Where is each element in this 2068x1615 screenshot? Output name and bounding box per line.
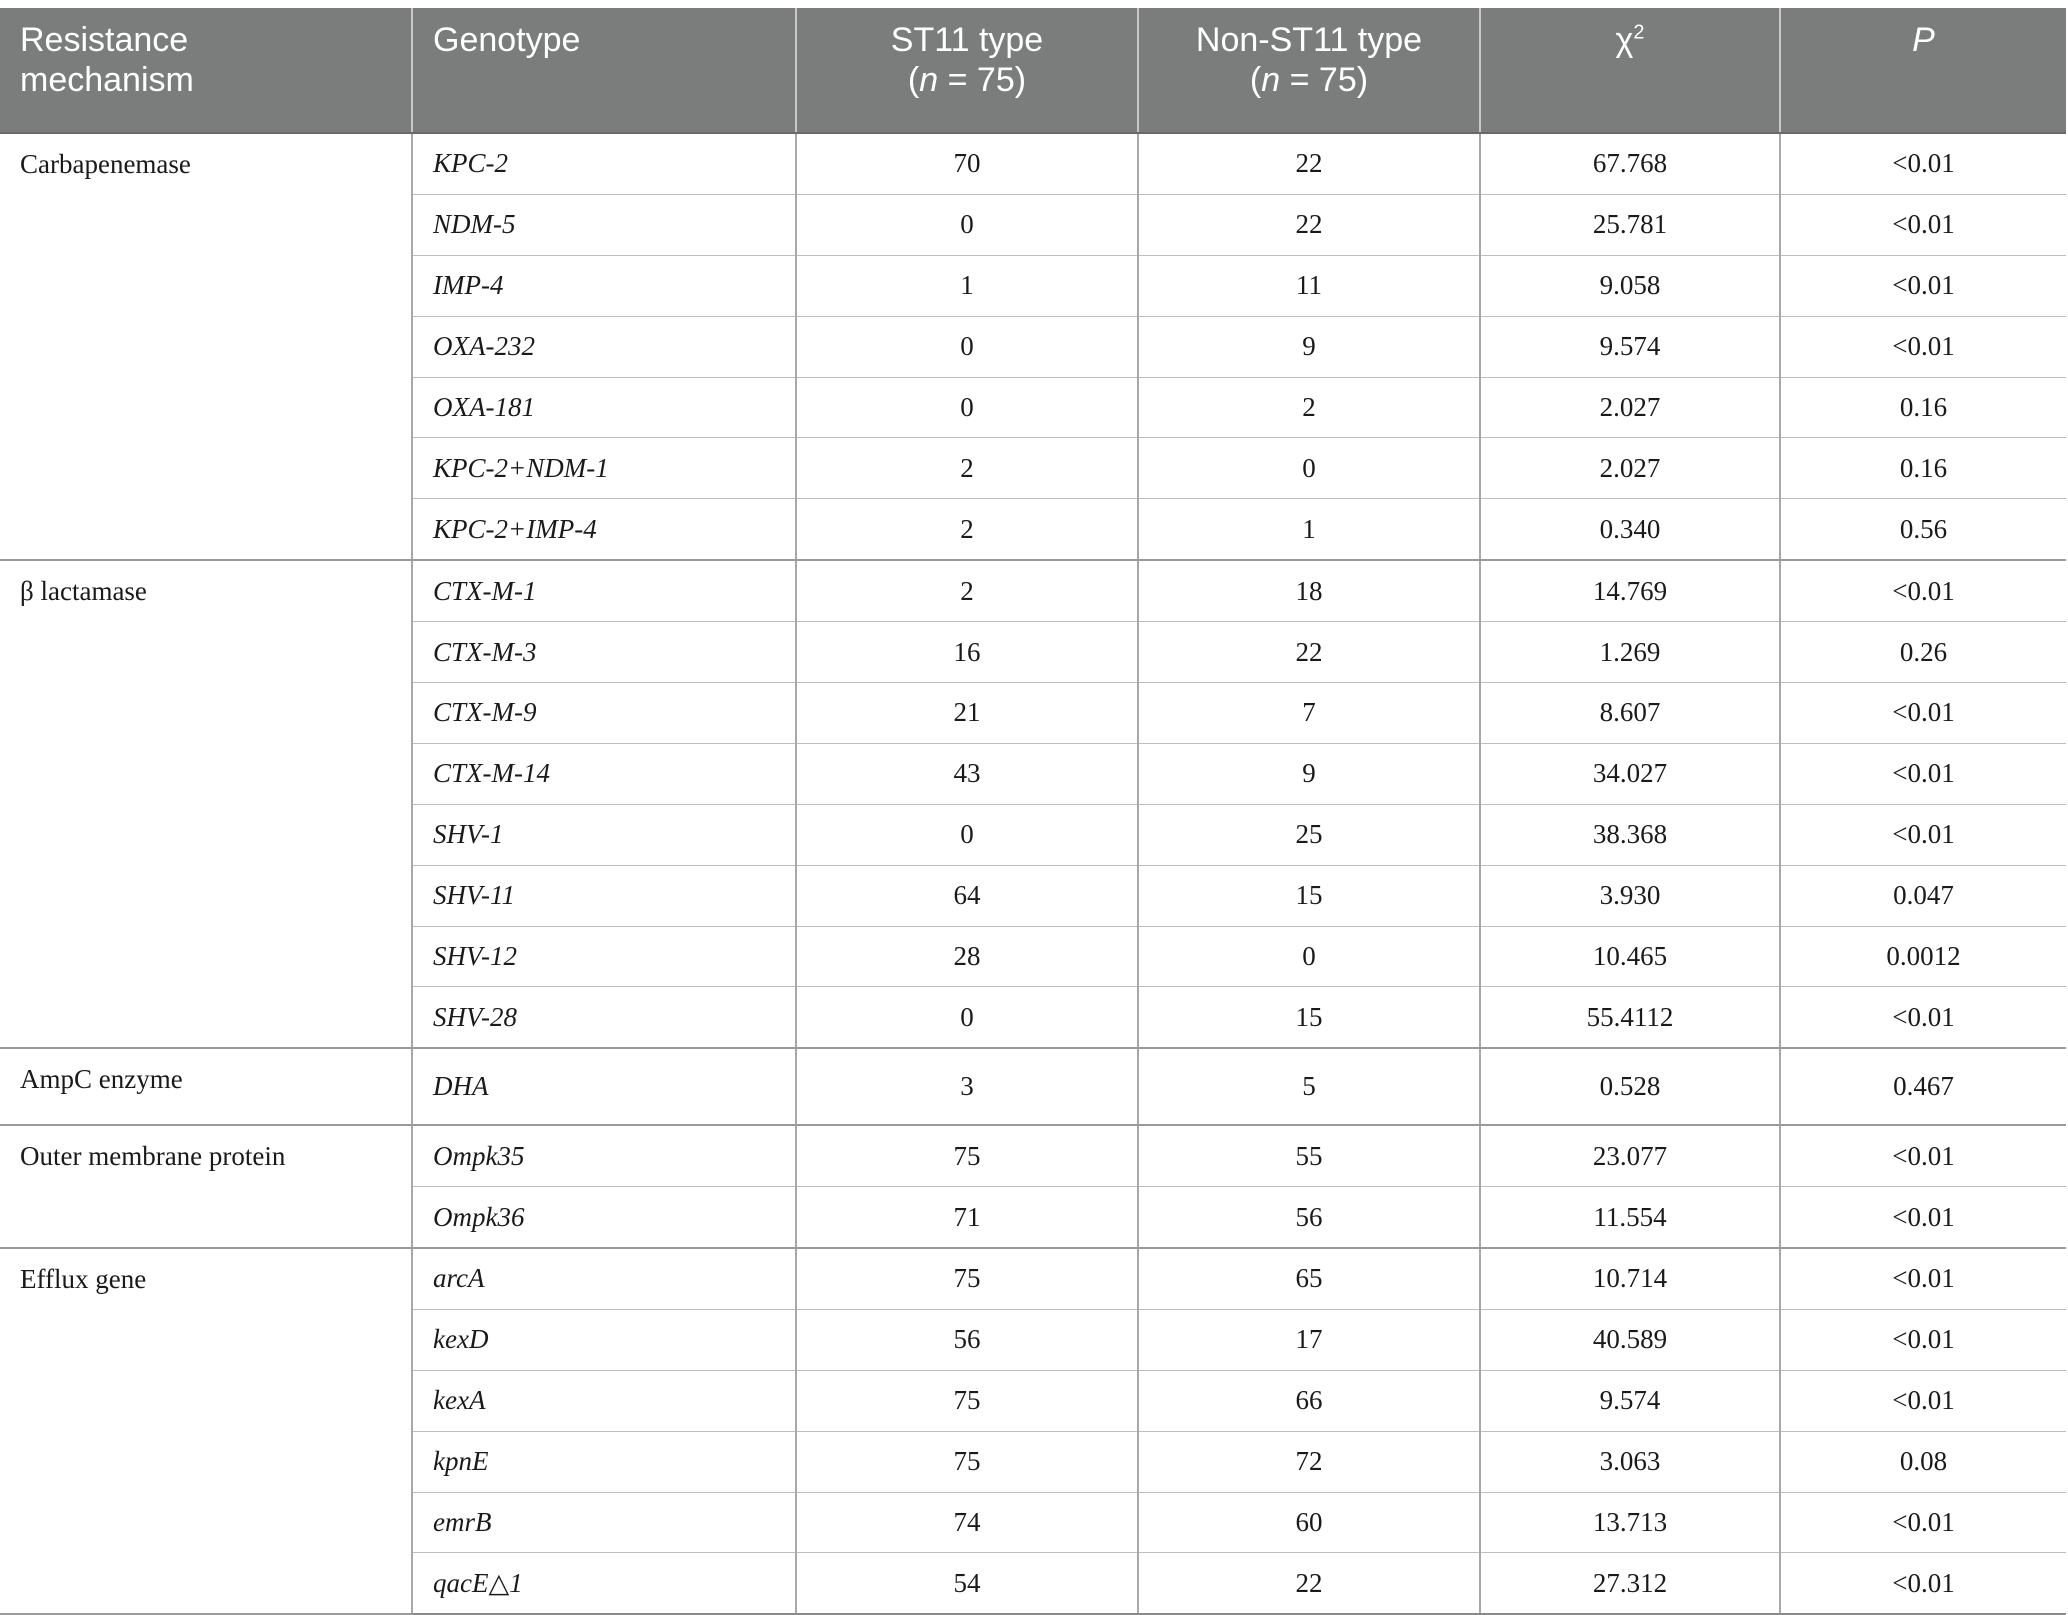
header-st11-n: n [919,61,939,99]
st11-count-cell: 75 [796,1431,1138,1492]
genotype-cell: kexD [412,1309,796,1370]
non-st11-count-cell: 15 [1138,987,1480,1048]
table-row [0,133,2066,194]
p-value-cell: 0.08 [1780,1431,2066,1492]
genotype-cell: NDM-5 [412,194,796,255]
header-non-st11-n: n [1261,61,1281,99]
genotype-cell: CTX-M-3 [412,622,796,683]
table-row [0,1248,2066,1309]
p-value-cell: <0.01 [1780,1370,2066,1431]
genotype-cell: kpnE [412,1431,796,1492]
resistance-mechanism-cell: AmpC enzyme [0,1048,412,1125]
st11-count-cell: 2 [796,438,1138,499]
header-chi-square [1480,8,1780,133]
chi-square-cell: 3.063 [1480,1431,1780,1492]
st11-count-cell: 3 [796,1048,1138,1125]
non-st11-count-cell: 11 [1138,255,1480,316]
p-value-cell: <0.01 [1780,1309,2066,1370]
non-st11-count-cell: 22 [1138,194,1480,255]
st11-count-cell: 74 [796,1492,1138,1553]
chi-square-cell: 55.4112 [1480,987,1780,1048]
header-non-st11-line1: Non-ST11 type [1195,21,1423,59]
chi-square-cell: 38.368 [1480,804,1780,865]
st11-count-cell: 43 [796,743,1138,804]
p-value-cell: <0.01 [1780,133,2066,194]
genotype-cell: SHV-11 [412,865,796,926]
chi-square-cell: 1.269 [1480,622,1780,683]
genotype-cell: IMP-4 [412,255,796,316]
chi-square-cell: 11.554 [1480,1187,1780,1248]
chi-square-cell: 0.340 [1480,499,1780,560]
st11-count-cell: 0 [796,987,1138,1048]
table-row [0,560,2066,621]
p-value-cell: 0.16 [1780,438,2066,499]
st11-count-cell: 2 [796,499,1138,560]
p-value-cell: 0.467 [1780,1048,2066,1125]
chi-square-cell: 3.930 [1480,865,1780,926]
genotype-cell: DHA [412,1048,796,1125]
non-st11-count-cell: 17 [1138,1309,1480,1370]
st11-count-cell: 54 [796,1553,1138,1614]
genotype-cell: CTX-M-1 [412,560,796,621]
p-value-cell: <0.01 [1780,560,2066,621]
genotype-cell: OXA-232 [412,316,796,377]
header-resistance-line2: mechanism [20,61,194,99]
p-value-cell: 0.16 [1780,377,2066,438]
non-st11-count-cell: 22 [1138,133,1480,194]
header-row [0,8,2066,133]
non-st11-count-cell: 60 [1138,1492,1480,1553]
genotype-cell: qacE△1 [412,1553,796,1614]
p-value-cell: 0.047 [1780,865,2066,926]
chi-square-cell: 13.713 [1480,1492,1780,1553]
chi-square-cell: 14.769 [1480,560,1780,621]
st11-count-cell: 70 [796,133,1138,194]
resistance-genotype-table [0,8,2066,1615]
st11-count-cell: 75 [796,1248,1138,1309]
genotype-cell: Ompk36 [412,1187,796,1248]
non-st11-count-cell: 25 [1138,804,1480,865]
genotype-cell: CTX-M-9 [412,683,796,744]
non-st11-count-cell: 9 [1138,743,1480,804]
st11-count-cell: 1 [796,255,1138,316]
header-genotype: Genotype [412,8,796,133]
st11-count-cell: 71 [796,1187,1138,1248]
non-st11-count-cell: 5 [1138,1048,1480,1125]
genotype-cell: SHV-1 [412,804,796,865]
genotype-cell: SHV-12 [412,926,796,987]
genotype-cell: KPC-2+IMP-4 [412,499,796,560]
chi-square-cell: 0.528 [1480,1048,1780,1125]
header-resistance-mechanism [0,8,412,133]
resistance-mechanism-cell: β lactamase [0,560,412,1048]
non-st11-count-cell: 65 [1138,1248,1480,1309]
table-header [0,8,2066,133]
st11-count-cell: 75 [796,1370,1138,1431]
non-st11-count-cell: 56 [1138,1187,1480,1248]
p-value-cell: <0.01 [1780,255,2066,316]
header-st11-n-rest: = 75) [938,61,1027,99]
st11-count-cell: 0 [796,194,1138,255]
chi-square-cell: 34.027 [1480,743,1780,804]
non-st11-count-cell: 2 [1138,377,1480,438]
chi-square-cell: 10.714 [1480,1248,1780,1309]
st11-count-cell: 16 [796,622,1138,683]
table-row [0,1048,2066,1125]
st11-count-cell: 0 [796,804,1138,865]
resistance-mechanism-cell: Outer membrane protein [0,1125,412,1248]
chi-square-cell: 2.027 [1480,377,1780,438]
non-st11-count-cell: 18 [1138,560,1480,621]
genotype-cell: Ompk35 [412,1125,796,1186]
p-value-cell: <0.01 [1780,316,2066,377]
st11-count-cell: 21 [796,683,1138,744]
genotype-cell: KPC-2+NDM-1 [412,438,796,499]
resistance-mechanism-cell: Carbapenemase [0,133,412,560]
p-value-cell: <0.01 [1780,1125,2066,1186]
genotype-cell: emrB [412,1492,796,1553]
table-body [0,133,2066,1614]
non-st11-count-cell: 1 [1138,499,1480,560]
non-st11-count-cell: 22 [1138,1553,1480,1614]
p-value-cell: <0.01 [1780,194,2066,255]
results-table-container [0,8,2066,1615]
chi-square-cell: 9.574 [1480,316,1780,377]
header-chi-superscript: 2 [1633,21,1645,44]
chi-square-cell: 8.607 [1480,683,1780,744]
st11-count-cell: 64 [796,865,1138,926]
st11-count-cell: 2 [796,560,1138,621]
header-st11-line1: ST11 type [890,21,1044,59]
chi-square-cell: 23.077 [1480,1125,1780,1186]
p-value-cell: <0.01 [1780,743,2066,804]
header-non-st11 [1138,8,1480,133]
header-p-value: P [1780,8,2066,133]
non-st11-count-cell: 66 [1138,1370,1480,1431]
st11-count-cell: 56 [796,1309,1138,1370]
header-resistance-line1: Resistance [20,21,189,59]
chi-square-cell: 10.465 [1480,926,1780,987]
p-value-cell: <0.01 [1780,987,2066,1048]
chi-square-cell: 27.312 [1480,1553,1780,1614]
header-st11 [796,8,1138,133]
genotype-cell: arcA [412,1248,796,1309]
genotype-cell: CTX-M-14 [412,743,796,804]
chi-square-cell: 40.589 [1480,1309,1780,1370]
non-st11-count-cell: 72 [1138,1431,1480,1492]
table-row [0,1125,2066,1186]
non-st11-count-cell: 55 [1138,1125,1480,1186]
header-non-st11-paren: ( [1249,61,1262,99]
chi-square-cell: 25.781 [1480,194,1780,255]
chi-square-cell: 9.574 [1480,1370,1780,1431]
p-value-cell: <0.01 [1780,804,2066,865]
st11-count-cell: 28 [796,926,1138,987]
resistance-mechanism-cell: Efflux gene [0,1248,412,1614]
st11-count-cell: 75 [796,1125,1138,1186]
chi-square-cell: 9.058 [1480,255,1780,316]
p-value-cell: <0.01 [1780,683,2066,744]
header-st11-paren: ( [907,61,920,99]
genotype-cell: kexA [412,1370,796,1431]
genotype-cell: KPC-2 [412,133,796,194]
non-st11-count-cell: 7 [1138,683,1480,744]
st11-count-cell: 0 [796,316,1138,377]
header-non-st11-n-rest: = 75) [1280,61,1369,99]
p-value-cell: <0.01 [1780,1187,2066,1248]
st11-count-cell: 0 [796,377,1138,438]
p-value-cell: 0.0012 [1780,926,2066,987]
genotype-cell: SHV-28 [412,987,796,1048]
p-value-cell: 0.56 [1780,499,2066,560]
p-value-cell: <0.01 [1780,1553,2066,1614]
p-value-cell: <0.01 [1780,1248,2066,1309]
non-st11-count-cell: 15 [1138,865,1480,926]
p-value-cell: <0.01 [1780,1492,2066,1553]
chi-square-cell: 2.027 [1480,438,1780,499]
non-st11-count-cell: 0 [1138,438,1480,499]
non-st11-count-cell: 9 [1138,316,1480,377]
p-value-cell: 0.26 [1780,622,2066,683]
non-st11-count-cell: 22 [1138,622,1480,683]
non-st11-count-cell: 0 [1138,926,1480,987]
genotype-cell: OXA-181 [412,377,796,438]
header-chi-symbol: χ [1615,21,1634,59]
chi-square-cell: 67.768 [1480,133,1780,194]
